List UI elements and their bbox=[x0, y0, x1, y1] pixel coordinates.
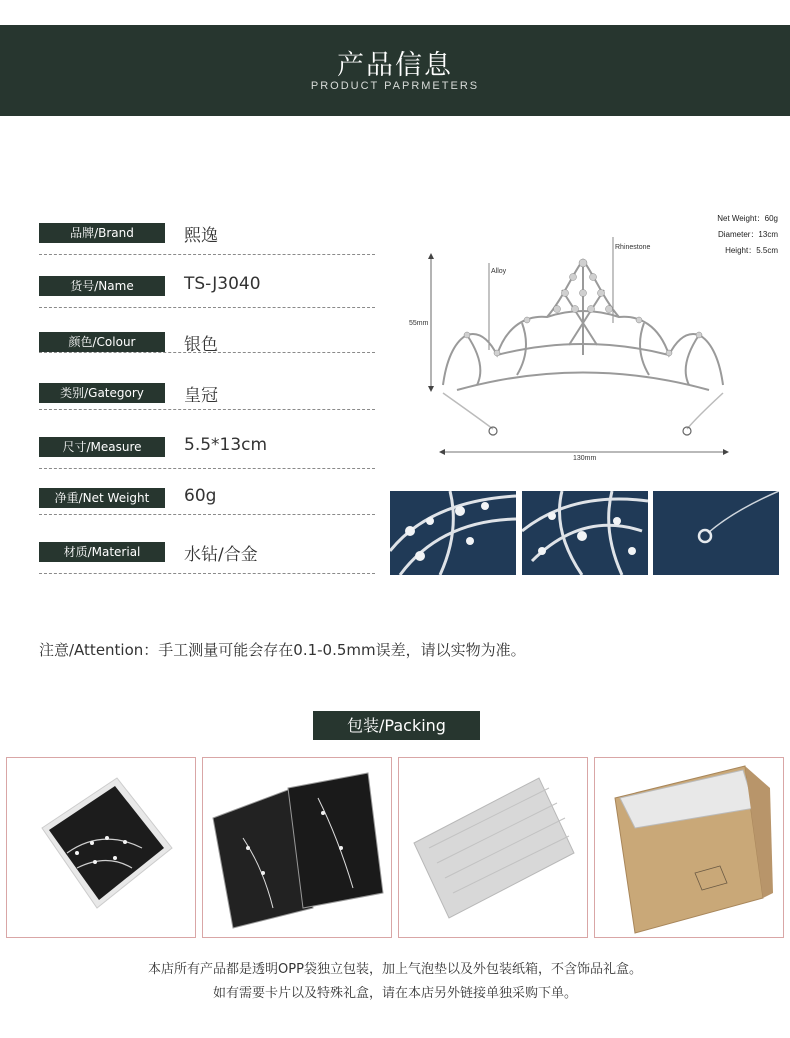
param-row-name bbox=[39, 276, 375, 332]
param-label: 品牌/Brand bbox=[39, 223, 165, 243]
spec-net-weight: Net Weight：60g bbox=[717, 214, 778, 223]
bagged-jewelry-photo bbox=[203, 758, 392, 938]
page-title: 产品信息 bbox=[337, 50, 453, 81]
divider bbox=[39, 254, 375, 255]
divider bbox=[39, 468, 375, 469]
divider bbox=[39, 307, 375, 308]
band-detail-photo bbox=[653, 491, 779, 575]
packing-image-4 bbox=[594, 757, 784, 938]
packing-image-1 bbox=[6, 757, 196, 938]
header-banner bbox=[0, 25, 790, 116]
param-value: 水钻/合金 bbox=[184, 545, 258, 565]
param-value: 皇冠 bbox=[184, 386, 218, 406]
param-value: TS-J3040 bbox=[184, 274, 261, 294]
param-value: 银色 bbox=[184, 335, 218, 355]
divider bbox=[39, 409, 375, 410]
crown-detail-photo bbox=[522, 491, 648, 575]
param-label: 颜色/Colour bbox=[39, 332, 165, 352]
param-label: 净重/Net Weight bbox=[39, 488, 165, 508]
param-label: 货号/Name bbox=[39, 276, 165, 296]
packing-label: 包装/Packing bbox=[313, 711, 480, 740]
rhinestone-label: Rhinestone bbox=[615, 244, 651, 251]
packing-image-3 bbox=[398, 757, 588, 938]
packing-image-2 bbox=[202, 757, 392, 938]
param-row-category bbox=[39, 383, 375, 437]
attention-note: 注意/Attention：手工测量可能会存在0.1-0.5mm误差，请以实物为准。 bbox=[39, 641, 526, 659]
param-row-colour bbox=[39, 332, 375, 383]
divider bbox=[39, 514, 375, 515]
param-label: 材质/Material bbox=[39, 542, 165, 562]
divider bbox=[39, 573, 375, 574]
alloy-label: Alloy bbox=[491, 268, 507, 275]
height-dimension-label: 55mm bbox=[409, 320, 429, 327]
detail-image-3 bbox=[653, 491, 779, 575]
param-row-net-weight bbox=[39, 488, 375, 542]
param-row-material bbox=[39, 542, 375, 595]
param-row-measure bbox=[39, 437, 375, 488]
spec-diameter: Diameter：13cm bbox=[717, 230, 778, 239]
detail-image-2 bbox=[522, 491, 648, 575]
param-row-brand bbox=[39, 223, 375, 276]
param-value: 熙逸 bbox=[184, 226, 218, 246]
param-value: 5.5*13cm bbox=[184, 435, 268, 455]
crown-diagram bbox=[397, 205, 782, 480]
detail-image-1 bbox=[390, 491, 516, 575]
page-subtitle: PRODUCT PAPRMETERS bbox=[310, 80, 480, 92]
packing-note-2: 如有需要卡片以及特殊礼盒，请在本店另外链接单独采购下单。 bbox=[212, 986, 577, 1001]
crown-detail-photo bbox=[390, 491, 516, 575]
product-params bbox=[39, 223, 375, 595]
bagged-jewelry-photo bbox=[7, 758, 196, 938]
bubble-wrap-photo bbox=[399, 758, 588, 938]
packing-note-1: 本店所有产品都是透明OPP袋独立包装，加上气泡垫以及外包装纸箱，不含饰品礼盒。 bbox=[148, 962, 642, 977]
width-dimension-label: 130mm bbox=[573, 455, 597, 462]
param-label: 尺寸/Measure bbox=[39, 437, 165, 457]
param-label: 类别/Gategory bbox=[39, 383, 165, 403]
spec-height: Height：5.5cm bbox=[725, 246, 778, 255]
divider bbox=[39, 352, 375, 353]
param-value: 60g bbox=[184, 486, 217, 506]
shipping-box-photo bbox=[595, 758, 784, 938]
